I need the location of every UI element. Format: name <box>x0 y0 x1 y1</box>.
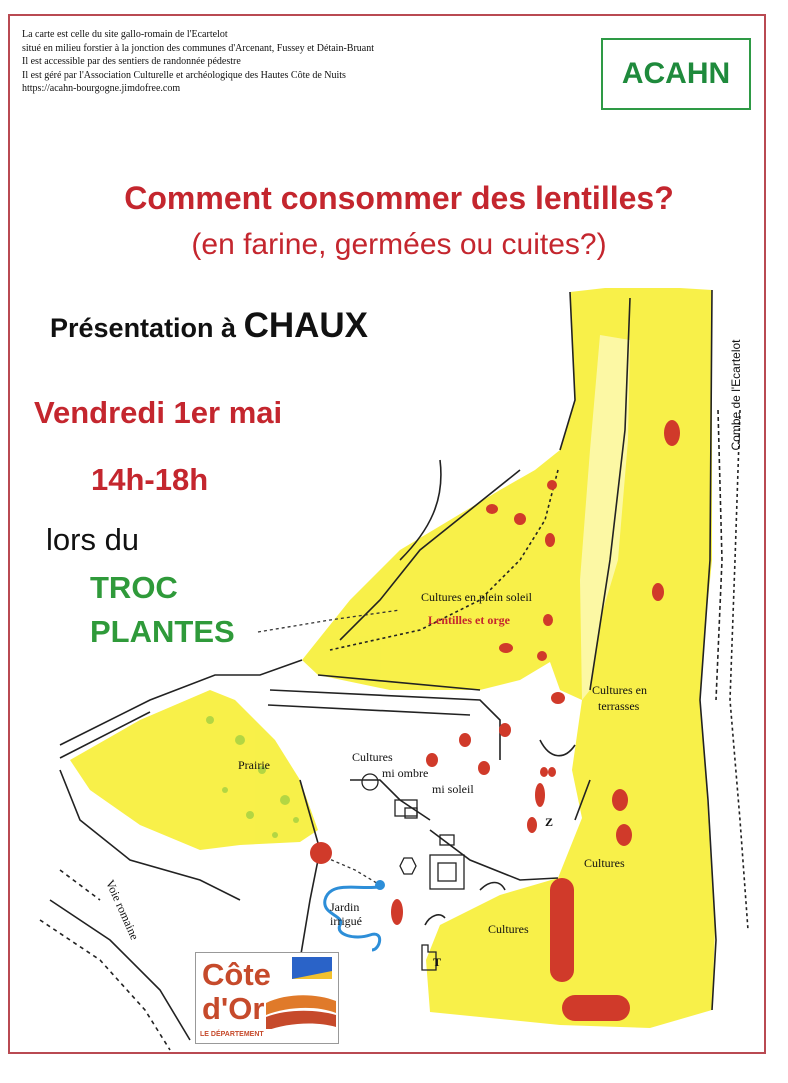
logo-line1: Côte <box>202 957 271 992</box>
presentation-prefix: Présentation à <box>50 313 237 343</box>
map-label-cultures-right: Cultures <box>584 856 625 870</box>
info-line: La carte est celle du site gallo-romain de l'Ecartelot <box>22 29 228 40</box>
map-label-voie-romaine: Voie romaine <box>103 877 142 942</box>
main-title: Comment consommer des lentilles? <box>124 180 674 216</box>
map-label-combe: Combe de l'Ecartelot <box>729 339 743 451</box>
info-line: Il est géré par l'Association Culturelle et archéologique des Hautes Côte de Nuits <box>22 69 346 81</box>
cote-dor-logo <box>195 952 339 1044</box>
logo-line3: LE DÉPARTEMENT <box>200 1031 264 1038</box>
acahn-badge-text: ACAHN <box>621 57 731 90</box>
map-label-mi-ombre-3: mi soleil <box>432 782 474 796</box>
logo-line2: d'Or <box>202 991 265 1026</box>
map-prairie-zone <box>70 690 318 850</box>
map-label-jardin-1: Jardin <box>330 900 360 914</box>
map-mark-t: T <box>433 955 442 969</box>
info-line: situé en milieu forstier à la jonction des communes d'Arcenant, Fussey et Détain-Bruant <box>22 42 374 54</box>
presentation-line <box>50 306 368 346</box>
map-label-lentilles: Lentilles et orge <box>428 613 510 627</box>
map-label-prairie: Prairie <box>238 758 270 772</box>
map-label-jardin-2: irrigué <box>330 914 362 928</box>
map-water-source <box>375 880 385 890</box>
event-context: lors du <box>46 522 140 557</box>
event-hours: 14h-18h <box>91 462 209 497</box>
presentation-place: CHAUX <box>243 306 369 345</box>
map-cultivated-zone <box>302 288 715 1028</box>
map-label-terrasses-2: terrasses <box>598 699 640 713</box>
event-date: Vendredi 1er mai <box>34 395 283 430</box>
map-mark-z: Z <box>545 815 554 829</box>
map-label-plein-soleil: Cultures en plein soleil <box>421 590 532 604</box>
troc-line: TROC <box>90 570 178 605</box>
map-label-mi-ombre-1: Cultures <box>352 750 393 764</box>
map-label-terrasses-1: Cultures en <box>592 683 647 697</box>
plantes-line: PLANTES <box>90 614 235 649</box>
info-line: Il est accessible par des sentiers de randonnée pédestre <box>22 56 241 68</box>
info-url: https://acahn-bourgogne.jimdofree.com <box>22 83 181 95</box>
troc-plantes <box>90 566 235 654</box>
map-label-cultures-bottom: Cultures <box>488 922 529 936</box>
map-label-mi-ombre-2: mi ombre <box>382 766 429 780</box>
main-subtitle: (en farine, germées ou cuites?) <box>191 228 607 261</box>
